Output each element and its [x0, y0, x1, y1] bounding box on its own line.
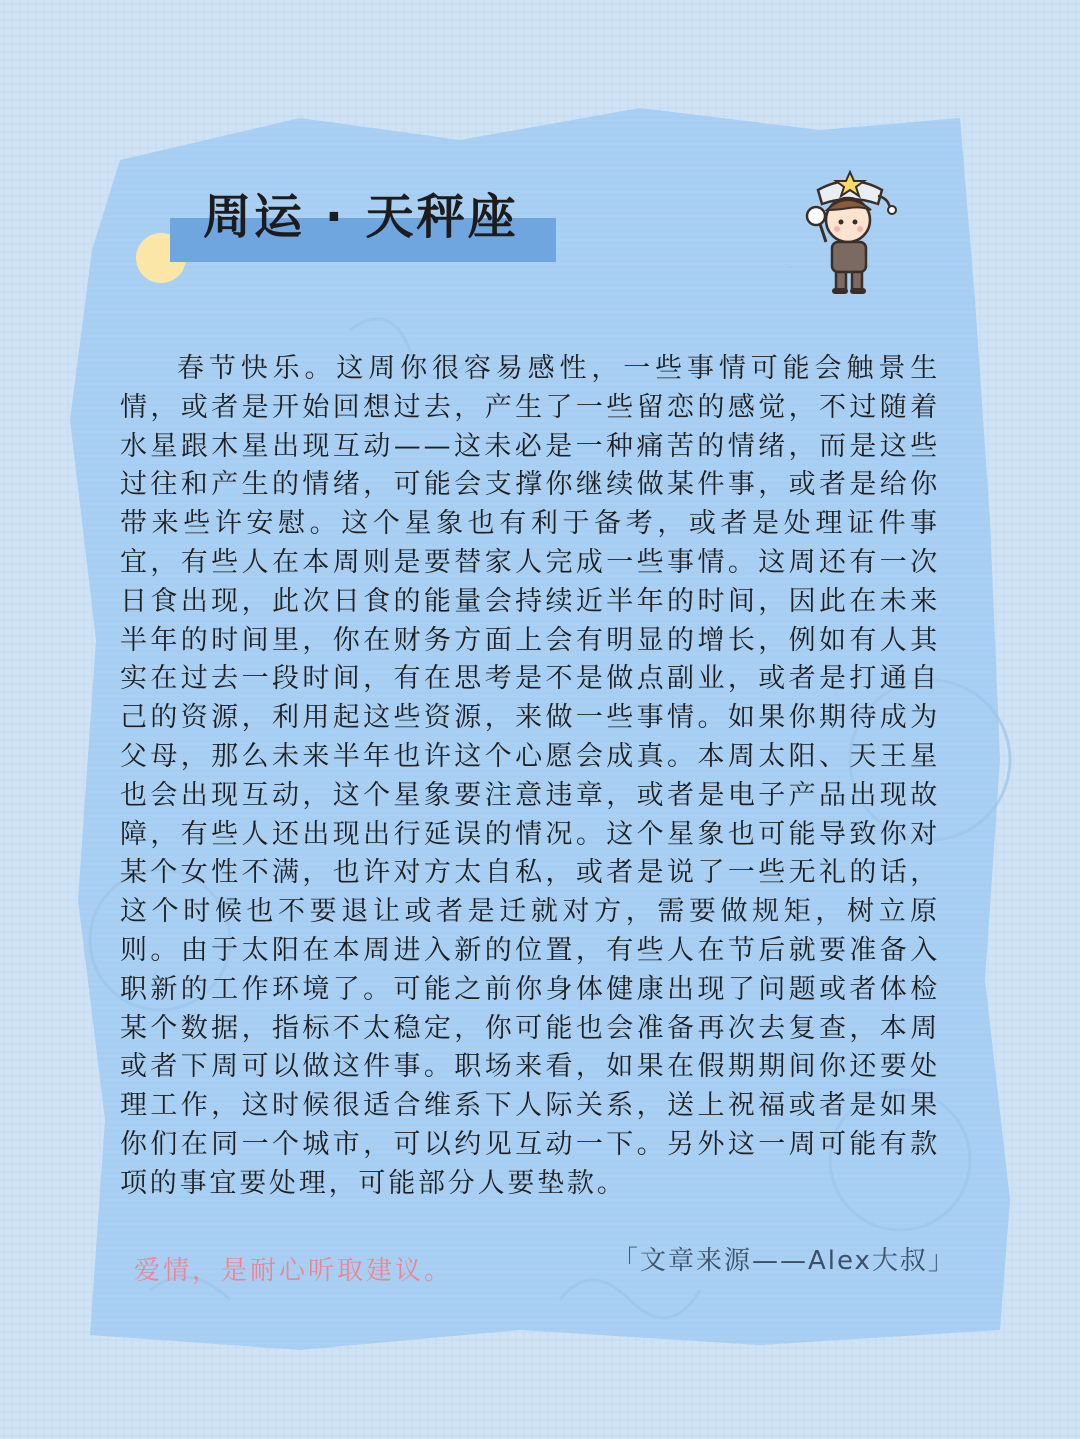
- article-body: 春节快乐。这周你很容易感性，一些事情可能会触景生情，或者是开始回想过去，产生了一些留恋的感觉，不过随着水星跟木星出现互动——这未必是一种痛苦的情绪，而是这些过往和产生的情绪，可能会支撑你继续做某件事，或者是给你带来些许安慰。这个星象也有利于备考，或者是处理证件事宜，有些人在本周则是要替家人完成一些事情。这周还有一次日食出现，此次日食的能量会持续近半年的时间，因此在未来半年的时间里，你在财务方面上会有明显的增长，例如有人其实在过去一段时间，有在思考是不是做点副业，或者是打通自己的资源，利用起这些资源，来做一些事情。如果你期待成为父母，那么未来半年也许这个心愿会成真。本周太阳、天王星也会出现互动，这个星象要注意违章，或者是电子产品出现故障，有些人还出现出行延误的情况。这个星象也可能导致你对某个女性不满，也许对方太自私，或者是说了一些无礼的话，这个时候也不要退让或者是迁就对方，需要做规矩，树立原则。由于太阳在本周进入新的位置，有些人在节后就要准备入职新的工作环境了。可能之前你身体健康出现了问题或者体检某个数据，指标不太稳定，你可能也会准备再次去复查，本周或者下周可以做这件事。职场来看，如果在假期期间你还要处理工作，这时候很适合维系下人际关系，送上祝福或者是如果你们在同一个城市，可以约见互动一下。另外这一周可能有款项的事宜要处理，可能部分人要垫款。: [120, 353, 940, 1199]
- footer-source: 「文章来源——Alex大叔」: [612, 1246, 956, 1276]
- page-title: 周运 · 天秤座: [203, 189, 519, 245]
- footer-slogan: 爱情，是耐心听取建议。: [134, 1256, 454, 1286]
- mascot-icon: [790, 168, 910, 298]
